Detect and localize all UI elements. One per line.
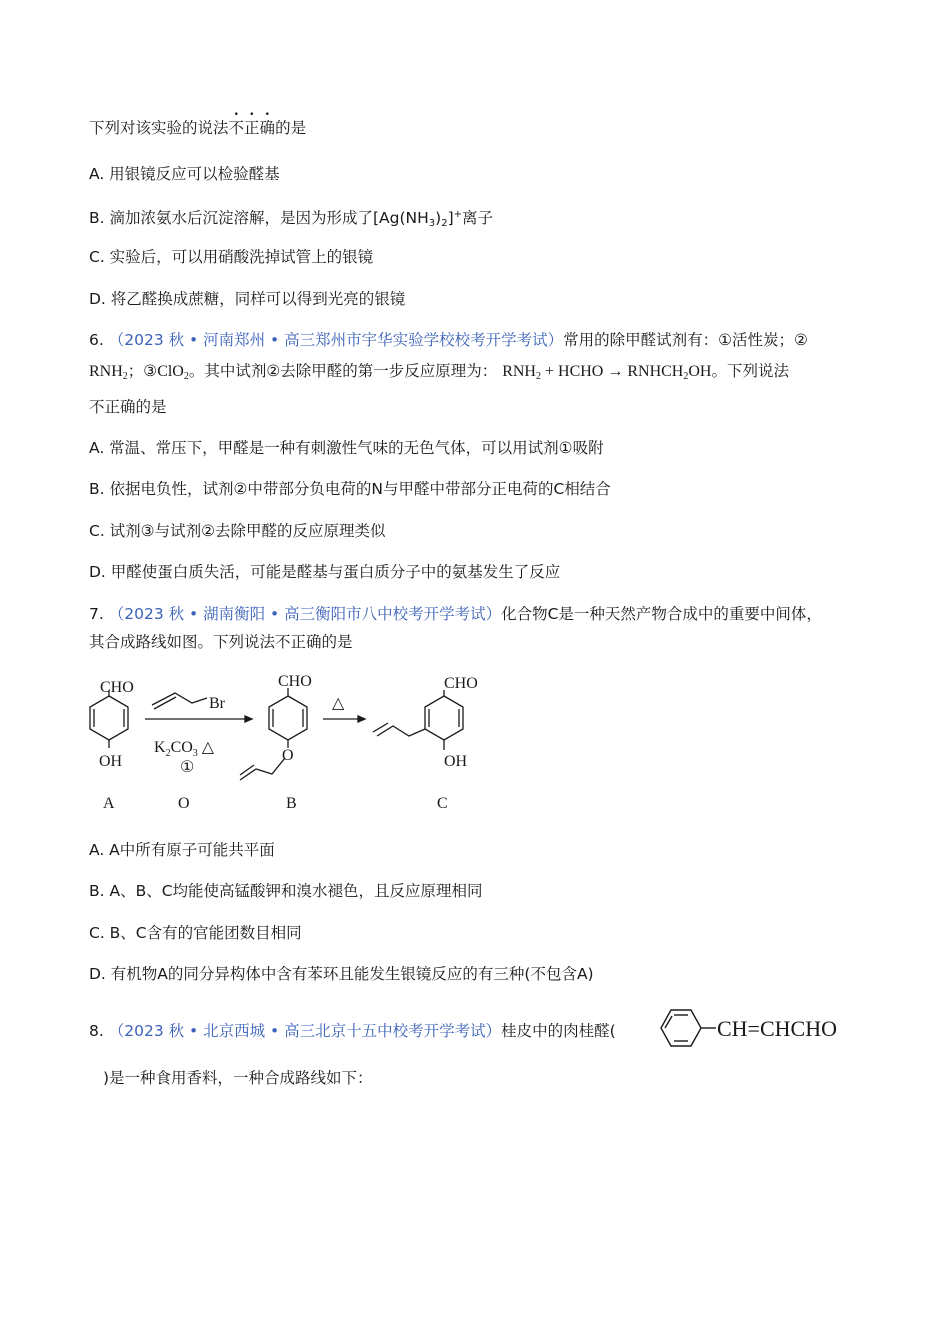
step-number: ① (180, 759, 195, 776)
question-number: 6. (89, 331, 104, 349)
subscript: 2 (441, 218, 448, 229)
benzene-ring-c (425, 696, 463, 740)
q6-stem-text: 。其中试剂②去除甲醛的第一步反应原理为： (188, 362, 498, 380)
double-bond (240, 765, 254, 775)
q5-stem-text: 下列对该实验的说法 (89, 119, 229, 137)
formula-text: OH (688, 363, 712, 380)
q7-stem-text: 化合物C是一种天然产物合成中的重要中间体， (501, 605, 822, 623)
question-number: 8. (89, 1022, 104, 1040)
heat-symbol: △ (332, 695, 345, 712)
q5-option-d: D. 将乙醛换成蔗糖，同样可以得到光亮的银镜 (89, 290, 406, 308)
formula-text: RNH (89, 363, 123, 380)
q6-option-d: D. 甲醛使蛋白质失活，可能是醛基与蛋白质分子中的氨基发生了反应 (89, 563, 561, 581)
br-label: Br (209, 695, 225, 712)
arrow-head (245, 716, 252, 722)
q5-option-b-text: B. 滴加浓氨水后沉淀溶解，是因为形成了[Ag(NH (89, 209, 429, 227)
q5-option-a: A. 用银镜反应可以检验醛基 (89, 165, 280, 183)
formula-text: CO (170, 739, 193, 756)
ether-o-label: O (282, 747, 294, 764)
compound-c-label: C (437, 795, 448, 812)
k2co3-reagent (154, 739, 215, 759)
oh-label-a: OH (99, 753, 123, 770)
formula-text: ClO (157, 363, 184, 380)
q7-option-d: D. 有机物A的同分异构体中含有苯环且能发生银镜反应的有三种(不包含A) (89, 965, 594, 983)
superscript: + (453, 209, 463, 220)
q7-option-c: C. B、C含有的官能团数目相同 (89, 924, 302, 942)
q6-option-a: A. 常温、常压下，甲醛是一种有刺激性气味的无色气体，可以用试剂①吸附 (89, 439, 604, 457)
q6-stem-text: 。下列说法 (711, 362, 789, 380)
formula-text: K (154, 739, 166, 756)
q5-stem-emphasis (229, 119, 276, 137)
subscript: 2 (122, 371, 128, 382)
q6-stem-text: 常用的除甲醛试剂有：①活性炭；② (563, 331, 808, 349)
q7-option-b: B. A、B、C均能使高锰酸钾和溴水褪色，且反应原理相同 (89, 882, 483, 900)
q5-option-b-bracket: ] (447, 209, 454, 227)
q6-stem-line2 (89, 360, 789, 388)
compound-a-label: A (103, 795, 115, 812)
q6-stem-line1 (89, 329, 808, 351)
q5-option-b (89, 204, 493, 235)
q6-option-b: B. 依据电负性，试剂②中带部分负电荷的N与甲醛中带部分正电荷的C相结合 (89, 480, 611, 498)
clo2-formula (157, 363, 189, 380)
synthesis-scheme (80, 668, 510, 818)
q5-option-b-paren: ) (435, 209, 442, 227)
emphasis-char: 正 (244, 119, 260, 137)
q7-stem-line2: 其合成路线如图。下列说法不正确的是 (89, 633, 353, 651)
allyl-side-chain (377, 726, 425, 736)
subscript: 3 (428, 218, 436, 229)
oh-label-c: OH (444, 753, 468, 770)
subscript: 2 (183, 371, 189, 382)
subscript: 2 (535, 371, 541, 382)
cho-label-b: CHO (278, 673, 312, 690)
arrow-head (358, 716, 365, 722)
separator: ；③ (127, 362, 158, 380)
q8-stem-line2: )是一种食用香料，一种合成路线如下： (103, 1069, 373, 1087)
q8-stem-line1 (89, 1020, 616, 1042)
o-label: O (178, 795, 190, 812)
q5-stem (89, 117, 306, 139)
benzene-ring-b (269, 696, 307, 740)
allyl-chain (152, 693, 207, 705)
cho-label-c: CHO (444, 675, 478, 692)
rnh2-formula (89, 363, 128, 380)
q8-stem-text: 桂皮中的肉桂醛( (501, 1022, 616, 1040)
reaction-equation (502, 363, 711, 380)
q7-stem-line1 (89, 603, 822, 625)
subscript: 3 (192, 748, 198, 759)
subscript: 2 (165, 748, 171, 759)
emphasis-char: 确 (259, 119, 276, 137)
allyl-ether-chain (240, 758, 285, 780)
question-source: （2023 秋 • 河南郑州 • 高三郑州市宇华实验学校校考开学考试） (108, 331, 564, 349)
q6-stem-line3: 不正确的是 (89, 398, 167, 416)
subscript: 2 (683, 371, 689, 382)
q5-stem-end: 的是 (275, 119, 307, 137)
question-number: 7. (89, 605, 104, 623)
formula-text: RNH (502, 363, 536, 380)
benzene-ring-a (90, 696, 128, 740)
question-source: （2023 秋 • 北京西城 • 高三北京十五中校考开学考试） (108, 1022, 502, 1040)
compound-b-label: B (286, 795, 297, 812)
q7-option-a: A. A中所有原子可能共平面 (89, 841, 275, 859)
cho-label-a: CHO (100, 679, 134, 696)
cinnamaldehyde-structure (648, 1002, 848, 1058)
heat-symbol: △ (201, 739, 215, 756)
formula-text: + HCHO → RNHCH (540, 363, 684, 380)
q5-option-c: C. 实验后，可以用硝酸洗掉试管上的银镜 (89, 248, 374, 266)
emphasis-char: 不 (228, 119, 245, 137)
q6-option-c: C. 试剂③与试剂②去除甲醛的反应原理类似 (89, 522, 386, 540)
formula-text: CH=CHCHO (717, 1016, 837, 1041)
q5-option-b-end: 离子 (462, 209, 494, 227)
question-source: （2023 秋 • 湖南衡阳 • 高三衡阳市八中校考开学考试） (108, 605, 502, 623)
